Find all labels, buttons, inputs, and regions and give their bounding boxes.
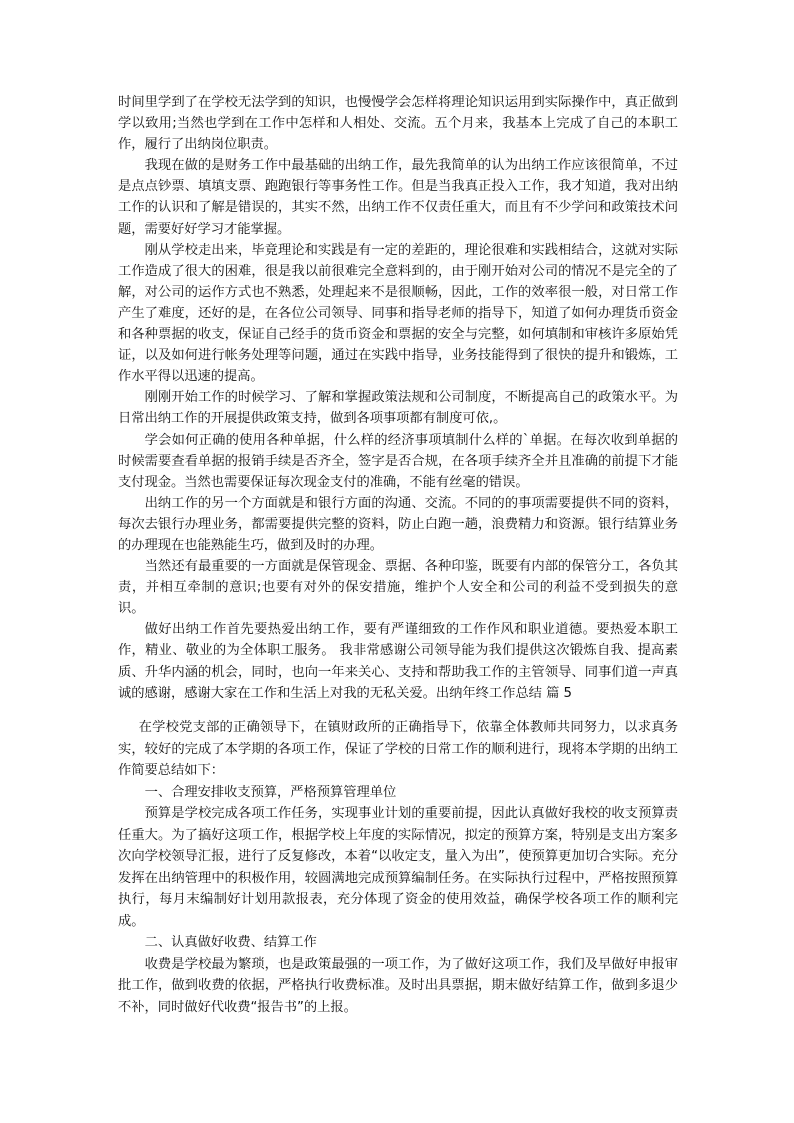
paragraph-documents: 学会如何正确的使用各种单据，什么样的经济事项填制什么样的`单据。在每次收到单据的时候需要查看单据的报销手续是否齐全，签字是否合规，在各项手续齐全并且准确的前提下才能支付现金。当然也需要保证每次现金支付的准确，不能有丝毫的错误。 [118, 432, 678, 490]
paragraph-policy-learning: 刚刚开始工作的时候学习、了解和掌握政策法规和公司制度，不断提高自己的政策水平。为日常出纳工作的开展提供政策支持，做到各项事项都有制度可依,。 [118, 390, 678, 427]
paragraph-safekeeping: 当然还有最重要的一方面就是保管现金、票据、各种印鉴，既要有内部的保管分工，各负其责，并相互牵制的意识;也要有对外的保安措施，维护个人安全和公司的利益不受到损失的意识。 [118, 559, 678, 617]
paragraph-budget: 预算是学校完成各项工作任务，实现事业计划的重要前提，因此认真做好我校的收支预算责任重大。为了搞好这项工作，根据学校上年度的实际情况，拟定的预算方案，特别是支出方案多次向学校领导汇报，进行了反复修改，本着“以收定支，量入为出”，使预算更加切合实际。充分发挥在出纳管理中的积极作用，较圆满地完成预算编制任务。在实际执行过程中，严格按照预算执行，每月末编制好计划用款报表，充分体现了资金的使用效益，确保学校各项工作的顺利完成。 [118, 806, 678, 929]
paragraph-theory-practice: 刚从学校走出来，毕竟理论和实践是有一定的差距的，理论很难和实践相结合，这就对实际工作造成了很大的困难，很是我以前很难完全意料到的，由于刚开始对公司的情况不是完全的了解，对公司的运作方式也不熟悉，处理起来不是很顺畅，因此，工作的效率很一般，对日常工作产生了难度，还好的是，在各位公司领导、同事和指导老师的指导下，知道了如何办理货币资金和各种票据的收支，保证自己经手的货币资金和票据的安全与完整，如何填制和审核许多原始凭证，以及如何进行帐务处理等问题，通过在实践中指导，业务技能得到了很快的提升和锻炼，工作水平得以迅速的提高。 [118, 242, 678, 385]
paragraph-bank-communication: 出纳工作的另一个方面就是和银行方面的沟通、交流。不同的的事项需要提供不同的资料，每次去银行办理业务，都需要提供完整的资料，防止白跑一趟，浪费精力和资源。银行结算业务的办理现在也能熟能生巧，做到及时的办理。 [118, 495, 678, 553]
heading-budget: 一、合理安排收支预算，严格预算管理单位 [144, 784, 397, 800]
section-first-report [118, 92, 678, 704]
section-second-report [118, 717, 678, 1018]
paragraph-continuation: 时间里学到了在学校无法学到的知识，也慢慢学会怎样将理论知识运用到实际操作中，真正做到学以致用;当然也学到在工作中怎样和人相处、交流。五个月来，我基本上完成了自己的本职工作，履行了出纳岗位职责。 [118, 95, 678, 153]
heading-fees: 二、认真做好收费、结算工作 [144, 935, 317, 950]
paragraph-intro: 在学校党支部的正确领导下，在镇财政所的正确指导下，依靠全体教师共同努力，以求真务实，较好的完成了本学期的各项工作，保证了学校的日常工作的顺利进行，现将本学期的出纳工作简要总结如下： [118, 720, 678, 778]
paragraph-fees: 收费是学校最为繁琐，也是政策最强的一项工作，为了做好这项工作，我们及早做好申报审批工作，做到收费的依据，严格执行收费标准。及时出具票据，期末做好结算工作，做到多退少不补，同时做好代收费“报告书”的上报。 [118, 956, 678, 1015]
paragraph-cashier-basics: 我现在做的是财务工作中最基础的出纳工作，最先我简单的认为出纳工作应该很简单，不过是点点钞票、填填支票、跑跑银行等事务性工作。但是当我真正投入工作，我才知道，我对出纳工作的认识和了解是错误的，其实不然，出纳工作不仅责任重大，而且有不少学问和政策技术问题，需要好好学习才能掌握。 [118, 158, 678, 237]
paragraph-closing-thanks: 做好出纳工作首先要热爱出纳工作，要有严谨细致的工作作风和职业道德。要热爱本职工作，精业、敬业的为全体职工服务。 我非常感谢公司领导能为我们提供这次锻炼自我、提高素质、升华内涵的机会，同时，也向一年来关心、支持和帮助我工作的主管领导、同事们道一声真诚的感谢，感谢大家在工作和生活上对我的无私关爱。出纳年终工作总结 篇 5 [118, 622, 678, 701]
